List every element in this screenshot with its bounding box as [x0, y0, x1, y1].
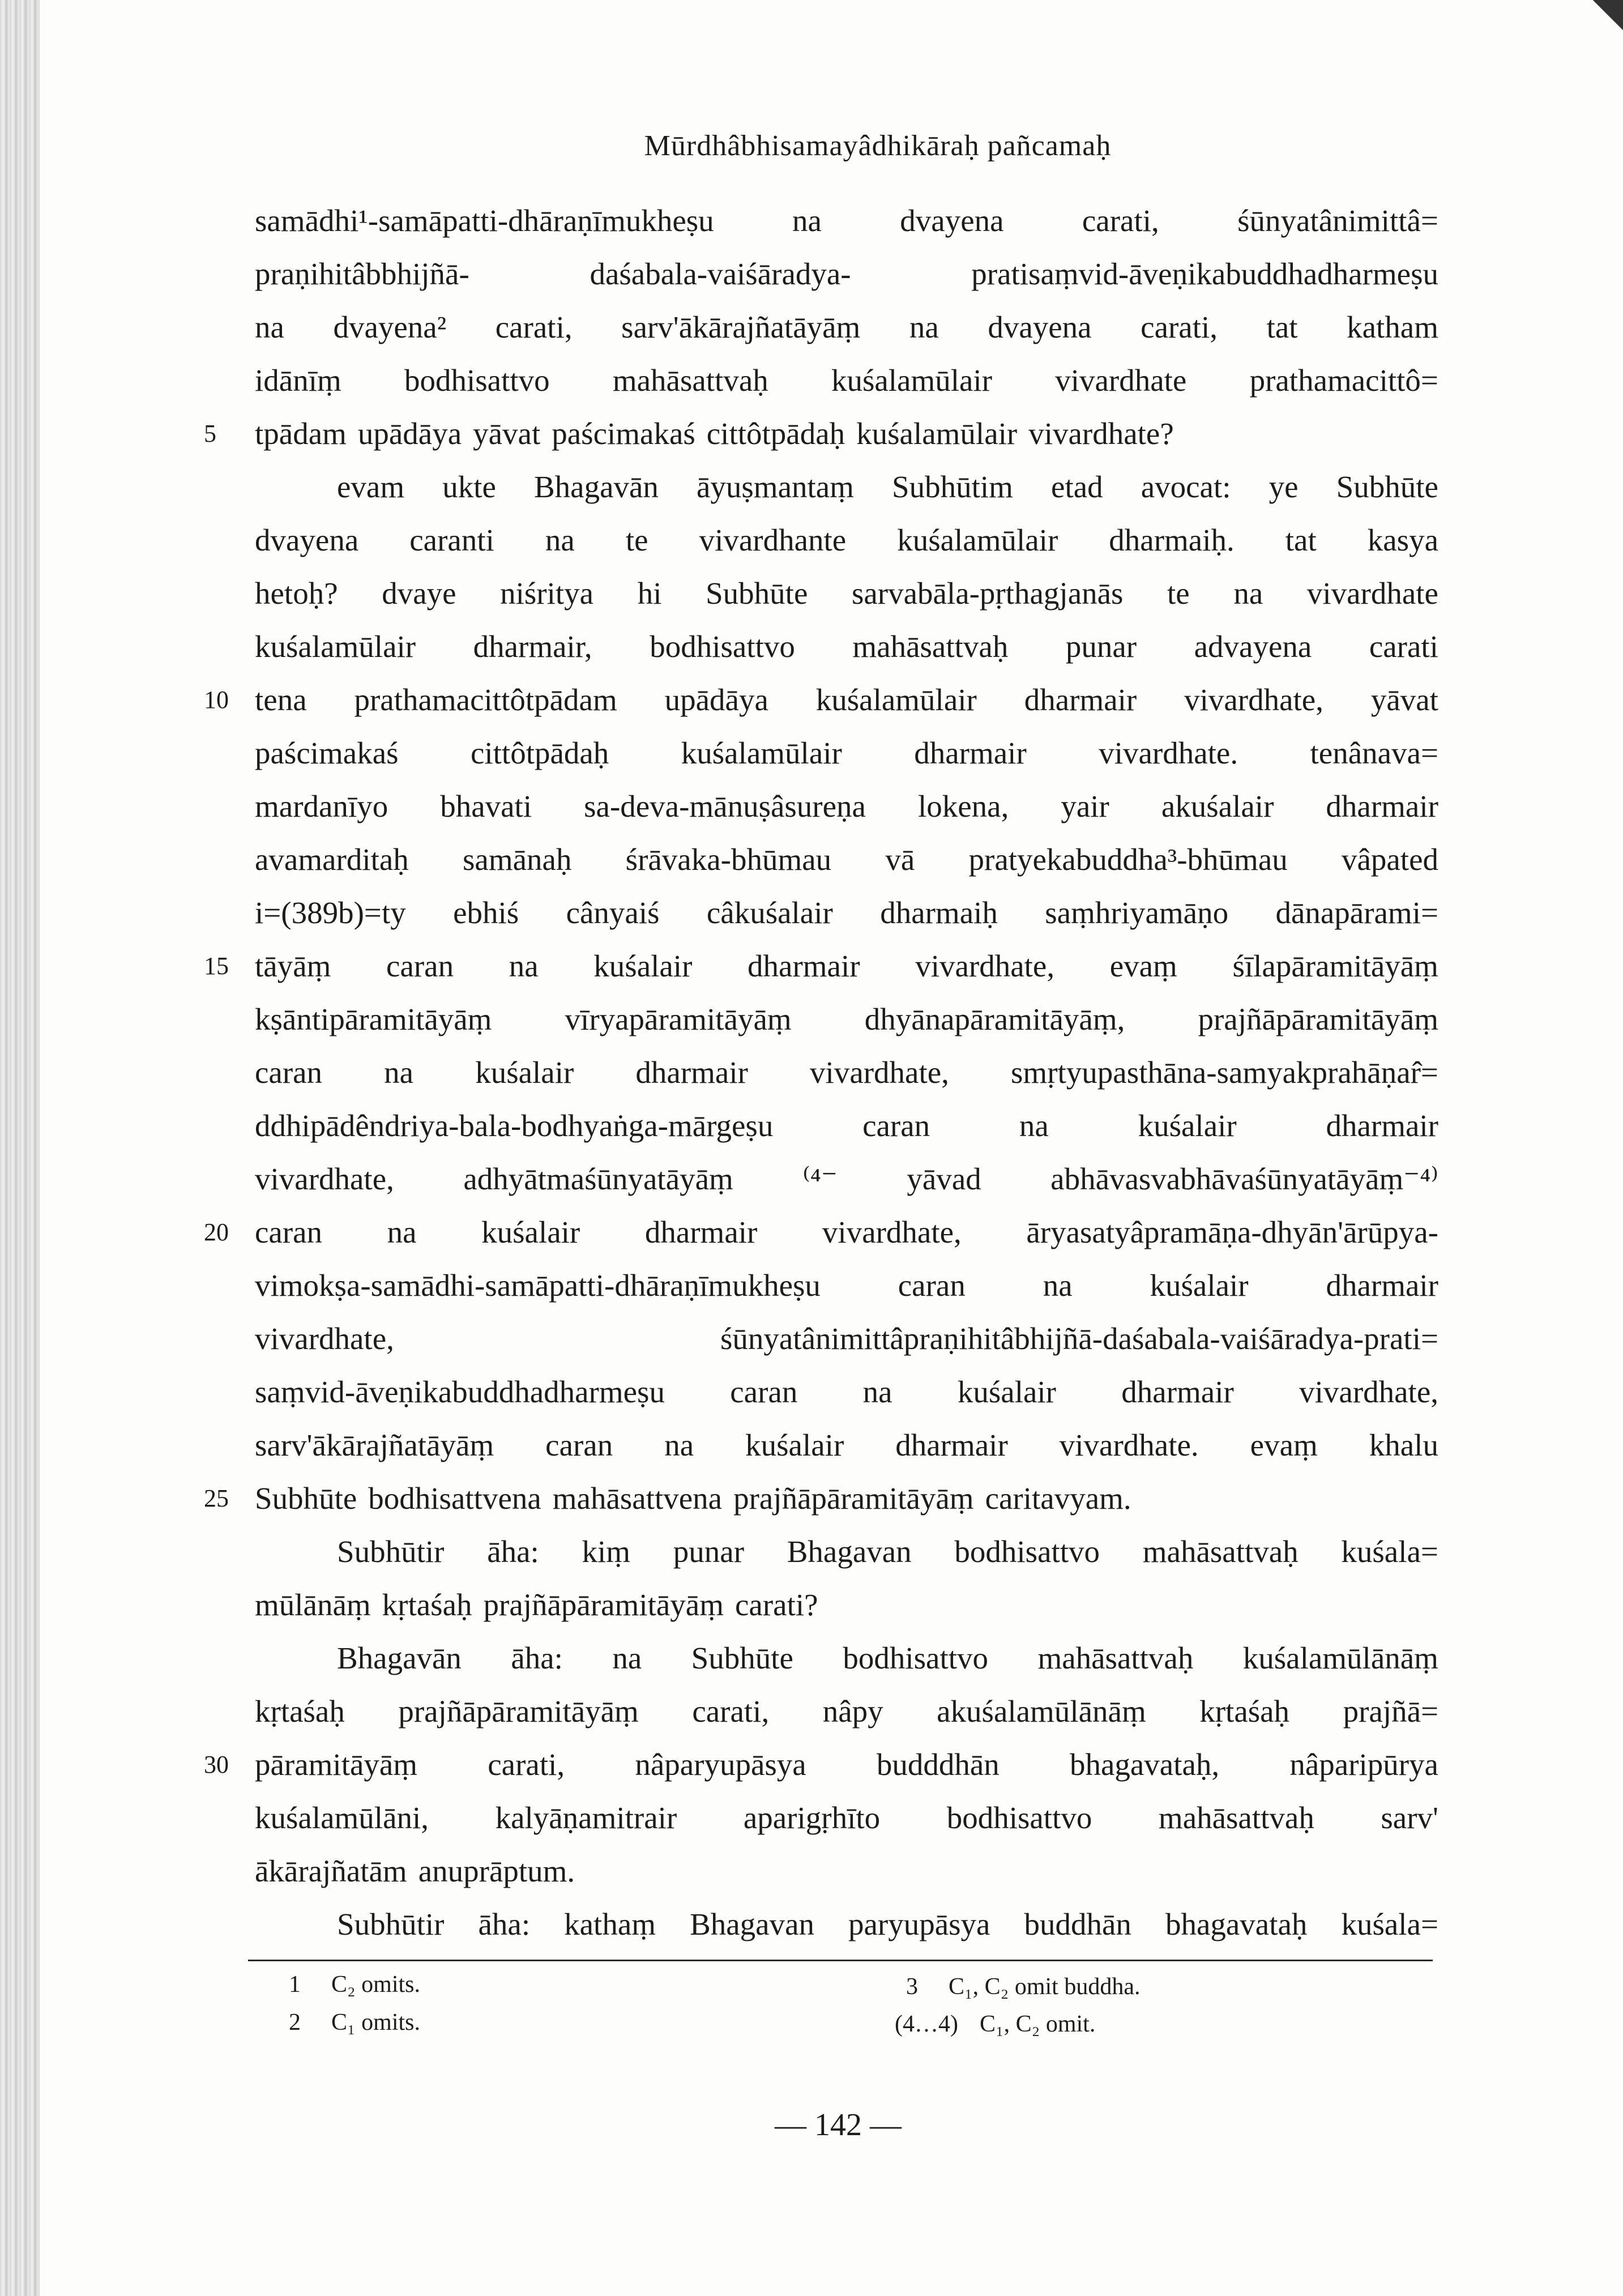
word: caritavyam.: [985, 1481, 1131, 1516]
word: vivardhate,: [1184, 682, 1323, 717]
word: paryupāsya: [848, 1907, 990, 1941]
footnote-number: 2: [289, 2009, 301, 2035]
word: Subhūte: [1336, 470, 1438, 504]
word: na: [255, 310, 284, 344]
word: na: [1019, 1108, 1049, 1143]
word: vimokṣa-samādhi-samāpatti-dhāraṇīmukheṣu: [255, 1268, 821, 1303]
word: śrāvaka-bhūmau: [625, 842, 832, 877]
word: punar: [1065, 629, 1137, 664]
footnote-text: C₁, C₂ omit.: [980, 2011, 1096, 2037]
word: na: [909, 310, 939, 344]
word: kuśalair: [957, 1375, 1056, 1409]
word: praṇihitâbbhijñā-: [255, 257, 469, 291]
footnote-4: [895, 2012, 1095, 2036]
word: Bhagavan: [787, 1534, 912, 1569]
line-number: 15: [204, 952, 229, 980]
word: vivardhate,: [915, 949, 1055, 983]
footnote-1: [289, 1973, 420, 1996]
text-line: [255, 247, 1438, 301]
line-number: 5: [204, 420, 216, 447]
word: sarvabāla-pṛthagjanās: [851, 576, 1124, 611]
word: sarv': [1381, 1800, 1438, 1835]
text-line: [255, 460, 1438, 514]
word: dharmair: [914, 736, 1027, 770]
word: nâparyupāsya: [635, 1747, 806, 1782]
word: bhavati: [440, 789, 532, 823]
word: kuśalamūlair: [815, 682, 977, 717]
body-text: [204, 194, 1438, 1951]
word: kuśalair: [1150, 1268, 1249, 1303]
text-line: [255, 1898, 1438, 1951]
word: akuśalair: [1161, 789, 1274, 823]
word: avamarditaḥ: [255, 842, 409, 877]
word: caran: [862, 1108, 930, 1143]
word: paścimakaś: [552, 416, 695, 451]
text-line: [255, 1153, 1438, 1206]
text-line: [255, 1791, 1438, 1845]
word: caranti: [409, 523, 494, 557]
word: āryasatyâpramāṇa-dhyān'ārūpya-: [1026, 1215, 1438, 1249]
word: tāyāṃ: [255, 949, 331, 983]
line-number: 20: [204, 1218, 229, 1246]
text-line: [255, 993, 1438, 1046]
word: ebhiś: [453, 895, 519, 930]
word: tat: [1266, 310, 1298, 344]
word: smṛtyupasthāna-samyakprahāṇar̂=: [1011, 1055, 1438, 1090]
word: Subhūte: [691, 1641, 793, 1675]
word: kuśalamūlair: [856, 416, 1018, 451]
text-line: [255, 514, 1438, 567]
word: kuśalamūlair: [255, 629, 416, 664]
text-line: [255, 1578, 1438, 1632]
word: vīryapāramitāyāṃ: [565, 1002, 792, 1036]
text-line: [255, 620, 1438, 673]
word: kuśala=: [1341, 1907, 1438, 1941]
word: Subhūte: [706, 576, 808, 611]
word: kathaṃ: [564, 1907, 656, 1941]
word: saṃvid-āveṇikabuddhadharmeṣu: [255, 1375, 665, 1409]
word: na: [509, 949, 539, 983]
word: kuśalair: [1138, 1108, 1237, 1143]
word: cittôtpādaḥ: [470, 736, 609, 770]
word: dharmair: [1121, 1375, 1234, 1409]
word: bhagavataḥ,: [1069, 1747, 1220, 1782]
word: saṃhriyamāṇo: [1045, 895, 1229, 930]
word: Subhūte: [255, 1481, 357, 1516]
word: i=(389b)=ty: [255, 895, 406, 930]
word: vivardhate?: [1028, 416, 1174, 451]
word: mahāsattvaḥ: [1158, 1800, 1314, 1835]
text-line: [255, 780, 1438, 833]
word: sa-deva-mānuṣâsureṇa: [584, 789, 866, 823]
word: buddhān: [1024, 1907, 1131, 1941]
word: budddhān: [876, 1747, 1000, 1782]
text-line: [255, 1419, 1438, 1472]
word: kasya: [1367, 523, 1438, 557]
word: kuśalair: [481, 1215, 580, 1249]
footnote-number: (4…4): [895, 2011, 958, 2037]
word: prathamacittôtpādam: [354, 682, 617, 717]
word: ākārajñatām: [255, 1854, 407, 1888]
word: avocat:: [1141, 470, 1231, 504]
word: tat: [1285, 523, 1317, 557]
word: dharmaiḥ: [880, 895, 998, 930]
word: dvayena²: [333, 310, 447, 344]
word: paścimakaś: [255, 736, 399, 770]
word: mahāsattvaḥ: [1142, 1534, 1299, 1569]
word: āha:: [478, 1907, 531, 1941]
word: mahāsattvaḥ: [1037, 1641, 1194, 1675]
word: katham: [1347, 310, 1438, 344]
word: prajñāpāramitāyāṃ: [398, 1694, 639, 1729]
word: idānīṃ: [255, 363, 341, 398]
book-binding-shadow: [0, 0, 40, 2296]
word: na: [1043, 1268, 1073, 1303]
line-number: 10: [204, 686, 229, 714]
word: na: [545, 523, 575, 557]
word: anuprāptum.: [418, 1854, 575, 1888]
word: na: [384, 1055, 414, 1090]
word: vā: [885, 842, 915, 877]
word: bodhisattvena: [368, 1481, 541, 1516]
word: śūnyatânimittâpraṇihitâbhijñā-daśabala-vaiśāradya-prati=: [720, 1321, 1438, 1356]
word: lokena,: [917, 789, 1009, 823]
word: tenânava=: [1310, 736, 1438, 770]
word: carati,: [692, 1694, 770, 1729]
word: yair: [1061, 789, 1109, 823]
word: kalyāṇamitrair: [495, 1800, 677, 1835]
word: samānaḥ: [463, 842, 572, 877]
word: etad: [1051, 470, 1103, 504]
word: bodhisattvo: [404, 363, 550, 398]
text-line: [255, 1685, 1438, 1738]
word: pratyekabuddha³-bhūmau: [968, 842, 1288, 877]
word: dharmair: [1024, 682, 1137, 717]
word: dvayena: [900, 203, 1004, 238]
word: śīlapāramitāyāṃ: [1232, 949, 1438, 983]
word: dharmair: [644, 1215, 758, 1249]
word: ddhipādêndriya-bala-bodhyaṅga-mārgeṣu: [255, 1108, 774, 1143]
word: na: [862, 1375, 892, 1409]
word: daśabala-vaiśāradya-: [590, 257, 851, 291]
footnote-2: [289, 2011, 420, 2034]
text-line: [255, 1046, 1438, 1099]
word: dharmair: [1326, 1108, 1438, 1143]
footnote-text: C₁, C₂ omit buddha.: [949, 1974, 1141, 2000]
word: abhāvasvabhāvaśūnyatāyāṃ⁻⁴⁾: [1050, 1162, 1438, 1196]
word: kuśala=: [1341, 1534, 1438, 1569]
word: niśritya: [500, 576, 594, 611]
word: āha:: [511, 1641, 563, 1675]
word: dharmaiḥ.: [1109, 523, 1235, 557]
page-number: — 142 —: [775, 2107, 902, 2143]
word: vivardhate.: [1059, 1428, 1199, 1462]
word: caran: [545, 1428, 613, 1462]
page-title: Mūrdhâbhisamayâdhikāraḥ pañcamaḥ: [644, 130, 1112, 162]
word: dvaye: [382, 576, 456, 611]
page-corner-mark: [1589, 0, 1623, 34]
word: kṛtaśaḥ: [1199, 1694, 1290, 1729]
word: carati,: [1082, 203, 1159, 238]
word: āha:: [487, 1534, 539, 1569]
word: te: [1167, 576, 1190, 611]
line-number: 30: [204, 1751, 229, 1778]
word: vivardhate,: [255, 1321, 394, 1356]
word: na: [792, 203, 822, 238]
word: mahāsattvena: [552, 1481, 723, 1516]
word: evaṃ: [1109, 949, 1177, 983]
word: tpādam: [255, 416, 347, 451]
word: cittôtpādaḥ: [706, 416, 845, 451]
word: vivardhate.: [1099, 736, 1238, 770]
footnote-number: 1: [289, 1971, 301, 1998]
word: prajñāpāramitāyāṃ: [483, 1587, 724, 1622]
word: dharmair: [1326, 789, 1438, 823]
word: caran: [255, 1215, 323, 1249]
word: nâparipūrya: [1289, 1747, 1438, 1782]
word: punar: [673, 1534, 745, 1569]
word: na: [664, 1428, 694, 1462]
word: upādāya: [357, 416, 462, 451]
word: upādāya: [664, 682, 768, 717]
word: kṛtaśaḥ: [382, 1587, 472, 1622]
word: khalu: [1369, 1428, 1438, 1462]
word: pratisaṃvid-āveṇikabuddhadharmeṣu: [971, 257, 1438, 291]
word: dharmair,: [473, 629, 592, 664]
word: dhyānapāramitāyāṃ,: [864, 1002, 1125, 1036]
word: vivardhate,: [822, 1215, 962, 1249]
word: bodhisattvo: [650, 629, 795, 664]
word: sarv'ākārajñatāyāṃ: [255, 1428, 494, 1462]
text-line: [255, 1845, 1438, 1898]
text-line: [255, 567, 1438, 620]
word: dharmair: [748, 949, 860, 983]
word: dvayena: [988, 310, 1092, 344]
word: kṛtaśaḥ: [255, 1694, 345, 1729]
text-line: [204, 1738, 1438, 1791]
word: prathamacittô=: [1249, 363, 1438, 398]
word: kṣāntipāramitāyāṃ: [255, 1002, 492, 1036]
word: advayena: [1194, 629, 1312, 664]
word: dānapārami=: [1275, 895, 1438, 930]
word: ye: [1268, 470, 1299, 504]
word: vivardhate,: [810, 1055, 949, 1090]
word: câkuśalair: [706, 895, 833, 930]
word: bhagavataḥ: [1165, 1907, 1308, 1941]
text-line: [204, 673, 1438, 727]
word: dharmair: [1326, 1268, 1438, 1303]
word: prajñāpāramitāyāṃ: [733, 1481, 974, 1516]
word: śūnyatânimittâ=: [1237, 203, 1438, 238]
text-line: [204, 407, 1438, 460]
word: vivardhate: [1306, 576, 1438, 611]
word: dvayena: [255, 523, 359, 557]
word: pāramitāyāṃ: [255, 1747, 418, 1782]
word: evaṃ: [1250, 1428, 1318, 1462]
word: na: [612, 1641, 642, 1675]
word: kuśalamūlair: [681, 736, 842, 770]
word: carati?: [735, 1587, 818, 1622]
text-line: [255, 1312, 1438, 1365]
word: prajñāpāramitāyāṃ: [1198, 1002, 1438, 1036]
word: vivardhante: [699, 523, 847, 557]
word: kuśalair: [745, 1428, 844, 1462]
word: kuśalamūlair: [831, 363, 993, 398]
word: kuśalair: [475, 1055, 574, 1090]
word: ⁽⁴⁻: [802, 1162, 838, 1196]
word: kuśalair: [593, 949, 693, 983]
footnote-number: 3: [906, 1974, 918, 2000]
word: vâpated: [1341, 842, 1438, 877]
word: caran: [898, 1268, 966, 1303]
text-line: [255, 886, 1438, 940]
word: carati,: [1141, 310, 1218, 344]
word: Subhūtir: [337, 1534, 445, 1569]
word: kuśalamūlānāṃ: [1242, 1641, 1438, 1675]
word: bodhisattvo: [843, 1641, 989, 1675]
text-line: [204, 1472, 1438, 1525]
word: na: [1233, 576, 1263, 611]
word: ukte: [442, 470, 496, 504]
word: carati,: [495, 310, 573, 344]
word: dharmair: [635, 1055, 748, 1090]
word: hetoḥ?: [255, 576, 338, 611]
text-line: [255, 1099, 1438, 1153]
text-line: [255, 1632, 1438, 1685]
word: Bhagavan: [690, 1907, 814, 1941]
word: prajñā=: [1343, 1694, 1438, 1729]
word: kuśalamūlair: [897, 523, 1058, 557]
word: carati,: [488, 1747, 565, 1782]
word: na: [387, 1215, 417, 1249]
text-line: [204, 1206, 1438, 1259]
word: caran: [730, 1375, 798, 1409]
word: yāvat: [473, 416, 541, 451]
word: cânyaiś: [566, 895, 660, 930]
word: te: [625, 523, 648, 557]
footnote-3: [906, 1975, 1140, 1999]
footnote-text: C₁ omits.: [331, 2009, 421, 2035]
word: bodhisattvo: [946, 1800, 1092, 1835]
word: kuśalamūlāni,: [255, 1800, 429, 1835]
text-line: [255, 1525, 1438, 1578]
line-number: 25: [204, 1484, 229, 1512]
word: vivardhate,: [1299, 1375, 1438, 1409]
word: bodhisattvo: [954, 1534, 1100, 1569]
footnote-text: C₂ omits.: [331, 1971, 421, 1998]
word: āyuṣmantaṃ: [696, 470, 854, 504]
word: vivardhate: [1055, 363, 1187, 398]
word: yāvad: [907, 1162, 981, 1196]
word: sarv'ākārajñatāyāṃ: [621, 310, 861, 344]
word: caran: [255, 1055, 323, 1090]
text-line: [255, 301, 1438, 354]
text-line: [255, 833, 1438, 886]
word: caran: [386, 949, 454, 983]
word: hi: [637, 576, 662, 611]
word: aparigṛhīto: [743, 1800, 881, 1835]
text-line: [255, 194, 1438, 247]
word: tena: [255, 682, 307, 717]
text-line: [255, 1259, 1438, 1312]
word: mūlānāṃ: [255, 1587, 371, 1622]
word: Subhūtir: [337, 1907, 445, 1941]
word: mahāsattvaḥ: [852, 629, 1009, 664]
text-line: [204, 940, 1438, 993]
word: Subhūtim: [892, 470, 1013, 504]
word: samādhi¹-samāpatti-dhāraṇīmukheṣu: [255, 203, 714, 238]
word: yāvat: [1370, 682, 1438, 717]
word: carati: [1369, 629, 1438, 664]
footnote-separator: [248, 1960, 1433, 1961]
word: vivardhate,: [255, 1162, 394, 1196]
word: nâpy: [822, 1694, 883, 1729]
text-line: [255, 727, 1438, 780]
text-line: [255, 354, 1438, 407]
word: Bhagavān: [337, 1641, 462, 1675]
word: kiṃ: [582, 1534, 631, 1569]
word: mahāsattvaḥ: [612, 363, 768, 398]
word: dharmair: [895, 1428, 1008, 1462]
word: mardanīyo: [255, 789, 388, 823]
word: Bhagavān: [533, 470, 659, 504]
word: evam: [337, 470, 405, 504]
word: akuśalamūlānāṃ: [937, 1694, 1146, 1729]
word: adhyātmaśūnyatāyāṃ: [463, 1162, 733, 1196]
text-line: [255, 1365, 1438, 1419]
